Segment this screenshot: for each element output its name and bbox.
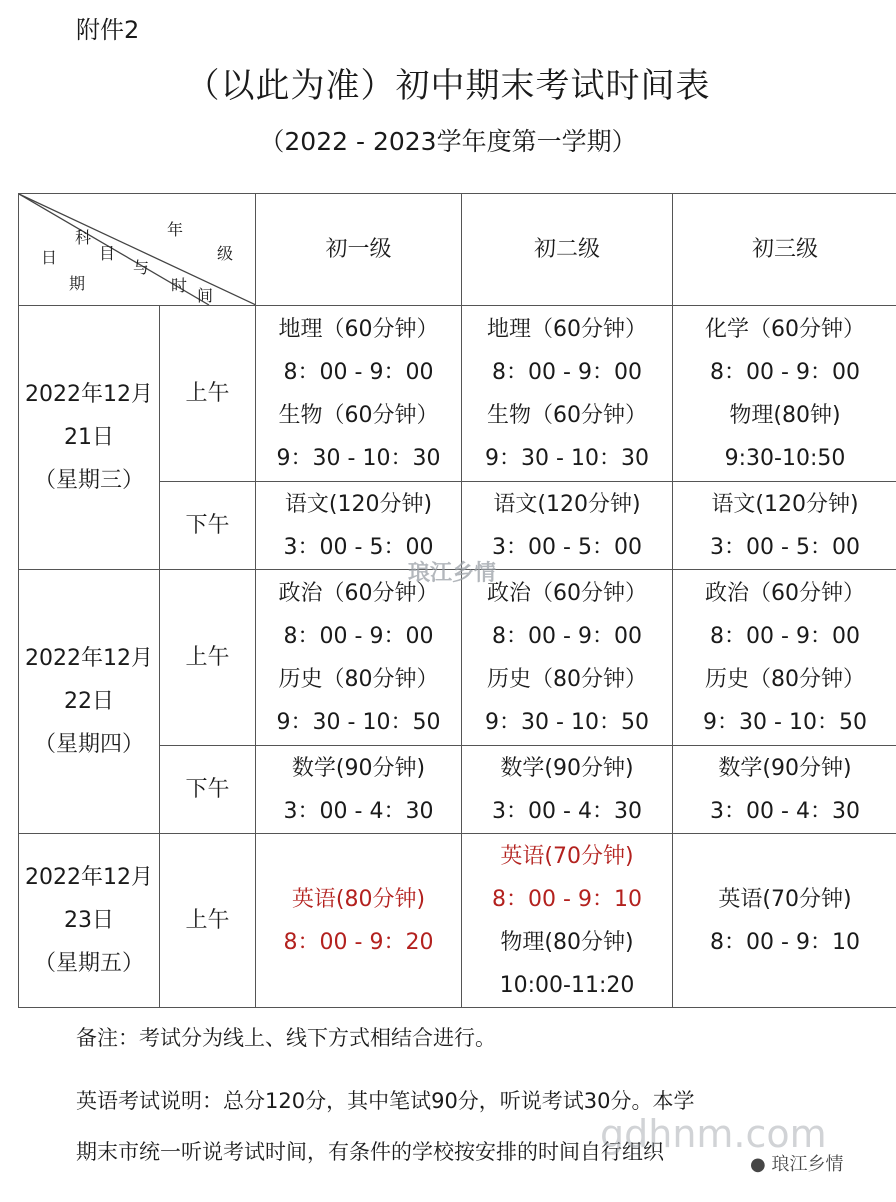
exam-cell: [462, 746, 673, 834]
exam-line: 3：00 - 4：30: [283, 798, 434, 824]
exam-cell: [256, 570, 462, 746]
exam-line: 8：00 - 9：00: [710, 359, 860, 385]
date-line: （星期四）: [33, 732, 144, 757]
exam-line: 8：00 - 9：00: [492, 359, 642, 385]
exam-line: 8：00 - 9：20: [283, 929, 434, 955]
exam-line: 9：30 - 10：30: [276, 445, 441, 471]
date-line: 2022年12月: [25, 382, 153, 407]
exam-line: 3：00 - 5：00: [492, 534, 642, 560]
exam-line: 9:30-10:50: [724, 445, 846, 471]
attachment-label: 附件2: [76, 16, 140, 44]
exam-line: 9：30 - 10：50: [276, 709, 441, 735]
exam-line: 物理(80钟): [729, 402, 841, 428]
exam-line: 8：00 - 9：00: [492, 623, 642, 649]
corner-label-qi: 期: [69, 274, 86, 293]
exam-line: 数学(90分钟): [500, 755, 634, 781]
header-row: [19, 194, 896, 306]
exam-cell: [256, 834, 462, 1008]
exam-line: 化学（60分钟）: [705, 316, 865, 342]
date-line: 2022年12月: [25, 865, 153, 890]
exam-line: 政治（60分钟）: [487, 580, 647, 606]
grade-header-2: 初二级: [462, 194, 673, 306]
exam-cell: [673, 306, 896, 482]
corner-label-shi: 时: [171, 276, 188, 295]
exam-line: 数学(90分钟): [291, 755, 426, 781]
date-line: 21日: [64, 425, 114, 450]
exam-line: 9：30 - 10：30: [485, 445, 649, 471]
page-subtitle: （2022 - 2023学年度第一学期）: [259, 127, 637, 156]
exam-line: 8：00 - 9：10: [492, 886, 642, 912]
corner-label-yu: 与: [133, 258, 150, 277]
exam-cell: [256, 746, 462, 834]
exam-line: 英语(70分钟): [718, 886, 852, 912]
date-line: 22日: [64, 689, 114, 714]
exam-line: 物理(80分钟): [500, 929, 634, 955]
exam-line: 政治（60分钟）: [278, 580, 439, 606]
exam-line: 8：00 - 9：00: [283, 623, 434, 649]
schedule-row: [19, 570, 896, 746]
exam-line: 8：00 - 9：10: [710, 929, 860, 955]
exam-line: 政治（60分钟）: [705, 580, 865, 606]
period-cell: 下午: [160, 482, 256, 570]
exam-line: 3：00 - 5：00: [710, 534, 860, 560]
grade-header-3: 初三级: [673, 194, 896, 306]
exam-cell: [673, 570, 896, 746]
watermark-wechat: [750, 1150, 843, 1176]
exam-cell: [462, 834, 673, 1008]
corner-label-ri: 日: [41, 248, 58, 267]
exam-cell: [673, 746, 896, 834]
corner-label-nian: 年: [167, 220, 184, 239]
date-cell: [19, 570, 160, 834]
exam-line: 地理（60分钟）: [487, 316, 647, 342]
date-line: （星期三）: [33, 468, 144, 493]
exam-line: 8：00 - 9：00: [283, 359, 434, 385]
exam-line: 生物（60分钟）: [487, 402, 647, 428]
date-line: 23日: [64, 908, 114, 933]
corner-label-ji: 级: [217, 244, 234, 263]
exam-cell: [462, 306, 673, 482]
exam-line: 3：00 - 4：30: [492, 798, 642, 824]
exam-line: 历史（80分钟）: [487, 666, 647, 692]
exam-line: 9：30 - 10：50: [485, 709, 649, 735]
watermark-wechat-label: 琅江乡情: [771, 1154, 844, 1175]
date-line: （星期五）: [33, 951, 144, 976]
exam-line: 9：30 - 10：50: [703, 709, 867, 735]
exam-line: 数学(90分钟): [718, 755, 852, 781]
date-cell: [19, 306, 160, 570]
corner-label-jian: 间: [197, 286, 214, 305]
exam-line: 英语(70分钟): [500, 843, 634, 869]
period-cell: 上午: [160, 834, 256, 1008]
watermark-center: 琅江乡情: [408, 561, 497, 586]
exam-cell: [673, 482, 896, 570]
exam-line: 3：00 - 5：00: [283, 534, 434, 560]
exam-line: 生物（60分钟）: [278, 402, 439, 428]
english-note-line-2: 期末市统一听说考试时间，有条件的学校按安排的时间自行组织: [76, 1140, 664, 1164]
date-line: 2022年12月: [25, 646, 153, 671]
english-note-line-1: 英语考试说明：总分120分，其中笔试90分，听说考试30分。本学: [76, 1089, 695, 1113]
exam-cell: [256, 306, 462, 482]
exam-line: 语文(120分钟): [493, 491, 641, 517]
grade-header-1: 初一级: [256, 194, 462, 306]
exam-line: 地理（60分钟）: [278, 316, 439, 342]
exam-line: 10:00-11:20: [499, 972, 635, 998]
schedule-row: [19, 834, 896, 1008]
schedule-row: [19, 306, 896, 482]
date-cell: [19, 834, 160, 1008]
exam-line: 历史（80分钟）: [278, 666, 439, 692]
exam-line: 语文(120分钟): [284, 491, 433, 517]
exam-cell: [673, 834, 896, 1008]
exam-line: 语文(120分钟): [711, 491, 859, 517]
exam-line: 3：00 - 4：30: [710, 798, 860, 824]
period-cell: 下午: [160, 746, 256, 834]
page-title: （以此为准）初中期末考试时间表: [185, 66, 711, 106]
period-cell: 上午: [160, 570, 256, 746]
exam-line: 8：00 - 9：00: [710, 623, 860, 649]
exam-line: 英语(80分钟): [291, 886, 426, 912]
exam-cell: [462, 570, 673, 746]
watermark-site: gdhnm.com: [600, 1112, 827, 1156]
period-cell: 上午: [160, 306, 256, 482]
remark-note: 备注：考试分为线上、线下方式相结合进行。: [76, 1026, 496, 1050]
corner-header-cell: [19, 194, 256, 306]
corner-label-mu: 目: [99, 244, 116, 263]
corner-label-ke: 科: [75, 228, 92, 247]
exam-line: 历史（80分钟）: [705, 666, 865, 692]
wechat-icon: ●: [750, 1154, 766, 1175]
exam-schedule-table: [18, 193, 896, 1008]
